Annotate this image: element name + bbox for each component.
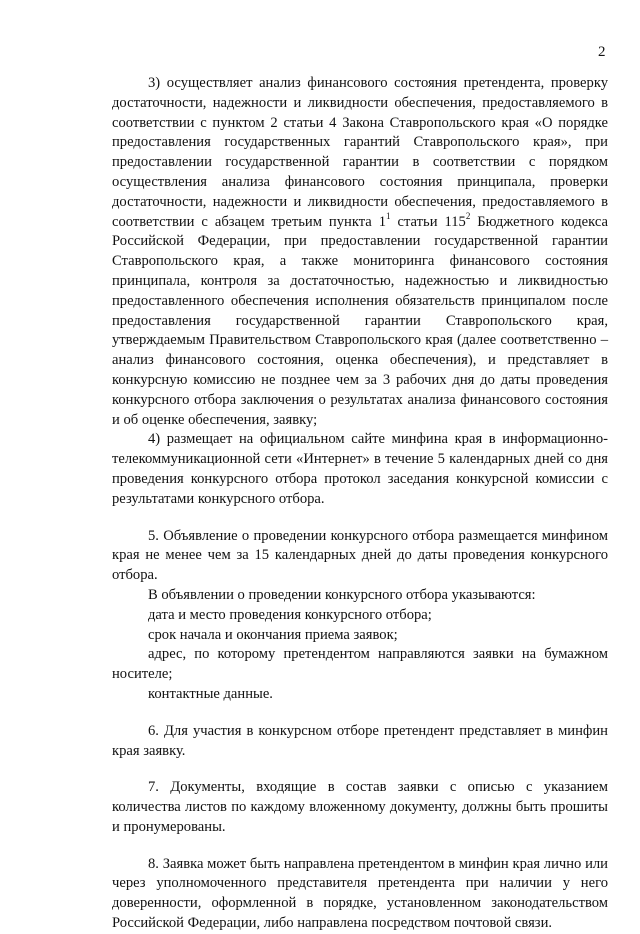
paragraph-4: 4) размещает на официальном сайте минфина края в информационно-телекоммуникационной сети «Интернет» в течение 5 календарных дней со дня проведения конкурсного отбора протокол заседания конкурсной комиссии с результатами конкурсного отбора.	[112, 431, 608, 507]
paragraph-5: 5. Объявление о проведении конкурсного отбора размещается минфином края не менее чем за 15 календарных дней до даты проведения конкурсного отбора.	[112, 527, 608, 584]
paragraph-3-text-c: Бюджетного кодекса Российской Федерации, при предоставлении государственной гарантии Ставропольского края, а также мониторинга финансового состояния принципала, контроля за достаточностью, надежностью и ликвидностью предоставленного обеспечения исполнения обязательств принципалом после предоставления государственной гарантии Ставропольского края, утверждаемым Правительством Ставропольского края (далее соответственно – анализ финансового состояния, оценка обеспечения), и представляет в конкурсную комиссию не позднее чем за 3 рабочих дня до даты проведения конкурсного отбора заключения о результатах анализа финансового состояния и об оценке обеспечения, заявку;	[112, 213, 609, 428]
paragraph-5-item-4: контактные данные.	[148, 685, 273, 702]
superscript-2: 2	[465, 210, 471, 221]
page-number: 2	[598, 44, 606, 60]
paragraph-3	[112, 74, 608, 430]
paragraph-5-intro: В объявлении о проведении конкурсного отбора указываются:	[148, 586, 536, 603]
document-body	[112, 74, 608, 934]
paragraph-8: 8. Заявка может быть направлена претендентом в минфин края лично или через уполномоченного представителя претендента при наличии у него доверенности, оформленной в порядке, установленном законодательством Российской Федерации, либо направлена посредством почтовой связи.	[112, 855, 608, 932]
paragraph-6: 6. Для участия в конкурсном отборе претендент представляет в минфин края заявку.	[112, 722, 608, 759]
paragraph-5-item-2: срок начала и окончания приема заявок;	[148, 626, 398, 643]
paragraph-7: 7. Документы, входящие в состав заявки с описью с указанием количества листов по каждому вложенному документу, должны быть прошиты и пронумерованы.	[112, 779, 608, 835]
paragraph-5-item-3: адрес, по которому претендентом направляются заявки на бумажном носителе;	[112, 646, 608, 683]
paragraph-3-text-a: 3) осуществляет анализ финансового состояния претендента, проверку достаточности, надежности и ликвидности обеспечения, предоставляемого в соответствии с пунктом 2 статьи 4 Закона Ставропольского края «О порядке предоставления государственных гарантий Ставропольского края», при предоставлении государственной гарантии в соответствии с порядком осуществления анализа финансового состояния принципала, проверки достаточности, надежности и ликвидности обеспечения, предоставляемого в соответствии с абзацем третьим пункта 1	[112, 75, 608, 230]
paragraph-5-item-1: дата и место проведения конкурсного отбора;	[148, 606, 432, 623]
superscript-1: 1	[386, 210, 391, 221]
paragraph-3-text-b: статьи 115	[390, 213, 466, 230]
